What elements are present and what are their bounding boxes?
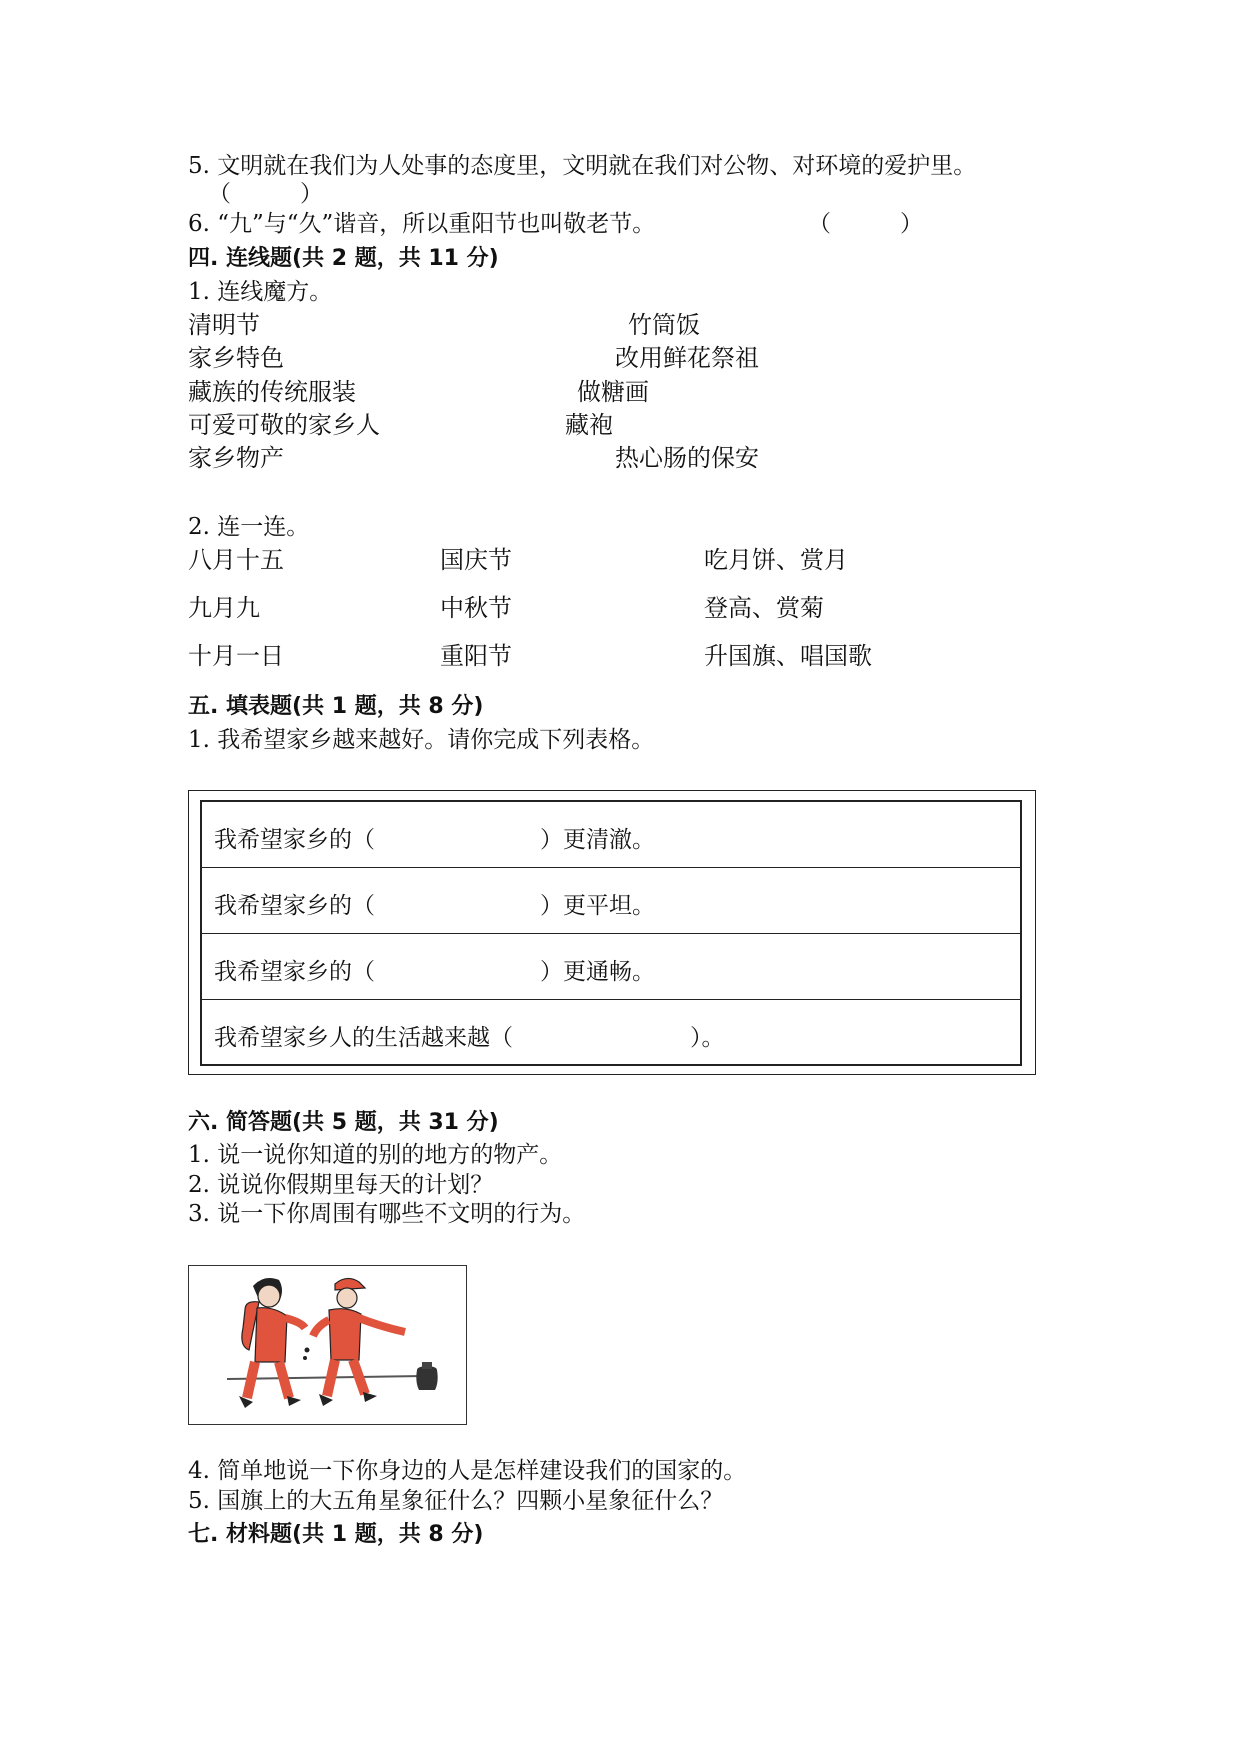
question-4-2-title: 2. 连一连。 — [188, 514, 310, 540]
fill-table-row — [202, 802, 1020, 868]
date-item: 八月十五 — [188, 546, 284, 574]
ink-bottle-icon — [416, 1362, 437, 1390]
answer-paren-3-6: （ ） — [808, 211, 923, 237]
fill-row-suffix: ）更平坦。 — [540, 893, 655, 919]
answer-paren-3-5: （ ） — [208, 181, 323, 207]
festival-item: 国庆节 — [440, 546, 512, 574]
match-left-item: 家乡特色 — [188, 344, 284, 372]
match-left-item: 可爱可敬的家乡人 — [188, 411, 380, 439]
question-3-6: 6. “九”与“久”谐音，所以重阳节也叫敬老节。 — [188, 211, 656, 237]
illustration-frame — [188, 1265, 467, 1425]
fill-row-prefix: 我希望家乡的（ — [214, 827, 375, 853]
custom-item: 升国旗、唱国歌 — [704, 642, 872, 670]
fill-table-row — [202, 868, 1020, 934]
match-left-item: 藏族的传统服装 — [188, 378, 356, 406]
section-6-heading: 六. 简答题(共 5 题，共 31 分) — [188, 1110, 499, 1135]
fill-row-prefix: 我希望家乡的（ — [214, 959, 375, 985]
fill-row-suffix: ）。 — [690, 1025, 725, 1051]
custom-item: 吃月饼、赏月 — [704, 546, 848, 574]
section-7-heading: 七. 材料题(共 1 题，共 8 分) — [188, 1522, 484, 1547]
question-4-1-title: 1. 连线魔方。 — [188, 279, 333, 305]
children-littering-illustration — [189, 1266, 465, 1423]
question-5-1-title: 1. 我希望家乡越来越好。请你完成下列表格。 — [188, 727, 655, 753]
match-left-item: 清明节 — [188, 311, 260, 339]
festival-item: 重阳节 — [440, 642, 512, 670]
match-right-item: 热心肠的保安 — [615, 444, 759, 472]
match-right-item: 藏袍 — [565, 411, 613, 439]
date-item: 十月一日 — [188, 642, 284, 670]
question-6-1: 1. 说一说你知道的别的地方的物产。 — [188, 1142, 563, 1168]
fill-row-prefix: 我希望家乡的（ — [214, 893, 375, 919]
match-right-item: 做糖画 — [577, 378, 649, 406]
question-6-4: 4. 简单地说一下你身边的人是怎样建设我们的国家的。 — [188, 1458, 747, 1484]
question-3-5: 5. 文明就在我们为人处事的态度里，文明就在我们对公物、对环境的爱护里。 — [188, 153, 977, 179]
date-item: 九月九 — [188, 594, 260, 622]
festival-item: 中秋节 — [440, 594, 512, 622]
section-4-heading: 四. 连线题(共 2 题，共 11 分) — [188, 246, 499, 271]
fill-table-row — [202, 934, 1020, 1000]
question-6-3: 3. 说一下你周围有哪些不文明的行为。 — [188, 1201, 586, 1227]
fill-row-suffix: ）更清澈。 — [540, 827, 655, 853]
question-6-2: 2. 说说你假期里每天的计划？ — [188, 1172, 494, 1198]
match-right-item: 竹筒饭 — [628, 311, 700, 339]
fill-table-row — [202, 1000, 1020, 1066]
match-left-item: 家乡物产 — [188, 444, 284, 472]
section-5-heading: 五. 填表题(共 1 题，共 8 分) — [188, 694, 484, 719]
fill-table-outer — [188, 790, 1036, 1075]
child-with-cap-icon — [313, 1278, 405, 1406]
fill-row-suffix: ）更通畅。 — [540, 959, 655, 985]
custom-item: 登高、赏菊 — [704, 594, 824, 622]
fill-table — [200, 800, 1022, 1066]
match-right-item: 改用鲜花祭祖 — [615, 344, 759, 372]
child-with-backpack-icon — [239, 1278, 310, 1408]
question-6-5: 5. 国旗上的大五角星象征什么？四颗小星象征什么？ — [188, 1488, 724, 1514]
fill-row-prefix: 我希望家乡人的生活越来越（ — [214, 1025, 513, 1051]
